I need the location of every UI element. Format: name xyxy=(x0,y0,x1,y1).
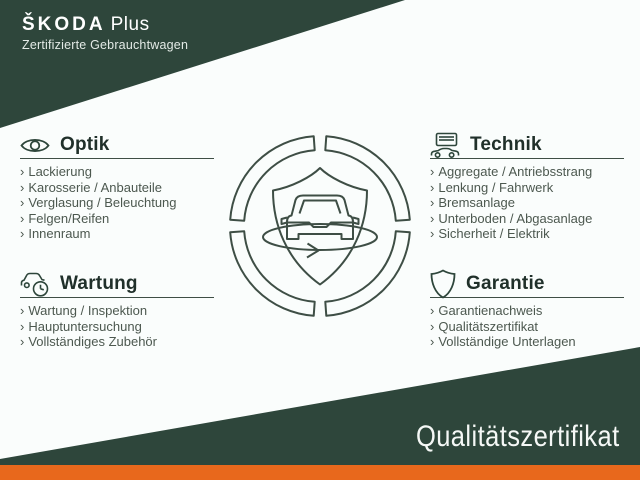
brand-wordmark: ŠKODA xyxy=(22,14,106,35)
list-item xyxy=(20,195,214,211)
list-item xyxy=(430,211,624,227)
section-garantie-title: Garantie xyxy=(466,273,545,294)
list-item xyxy=(20,180,214,196)
item-chevron: › xyxy=(430,164,435,179)
item-label: Aggregate / Antriebsstrang xyxy=(438,164,593,179)
item-chevron: › xyxy=(430,226,435,242)
section-garantie xyxy=(430,274,624,350)
item-chevron: › xyxy=(20,195,25,211)
car-clock-icon xyxy=(20,270,50,298)
eye-icon xyxy=(20,135,50,156)
item-chevron: › xyxy=(430,179,435,195)
brand-subtitle: Zertifizierte Gebrauchtwagen xyxy=(22,38,189,52)
item-label: Felgen/Reifen xyxy=(28,210,110,226)
item-label: Innenraum xyxy=(28,226,91,242)
section-technik-items xyxy=(430,164,624,242)
list-item xyxy=(430,195,624,211)
list-item xyxy=(20,211,214,227)
footer-title: Qualitätszertifikat xyxy=(416,420,620,453)
item-label: Qualitätszertifikat xyxy=(438,318,539,334)
section-garantie-items xyxy=(430,303,624,350)
item-chevron: › xyxy=(20,164,25,179)
section-technik-title: Technik xyxy=(470,134,542,155)
section-technik xyxy=(430,135,624,242)
item-label: Unterboden / Abgasanlage xyxy=(438,210,593,226)
section-divider xyxy=(430,297,624,298)
list-item xyxy=(430,334,624,350)
list-item xyxy=(20,319,214,335)
item-label: Lenkung / Fahrwerk xyxy=(438,179,554,195)
item-label: Lackierung xyxy=(28,164,92,179)
item-chevron: › xyxy=(20,334,25,350)
car-shield-inspection-emblem xyxy=(225,131,415,321)
item-label: Karosserie / Anbauteile xyxy=(28,179,163,195)
item-label: Verglasung / Beleuchtung xyxy=(28,195,177,211)
item-chevron: › xyxy=(20,179,25,195)
item-label: Garantienachweis xyxy=(438,303,543,318)
list-item xyxy=(20,334,214,350)
section-optik-header xyxy=(20,135,214,155)
item-chevron: › xyxy=(20,318,25,334)
item-label: Hauptuntersuchung xyxy=(28,318,142,334)
item-label: Vollständiges Zubehör xyxy=(28,334,157,350)
section-wartung-items xyxy=(20,303,214,350)
item-chevron: › xyxy=(430,318,435,334)
item-label: Bremsanlage xyxy=(438,195,515,211)
list-item xyxy=(430,226,624,242)
item-chevron: › xyxy=(20,226,25,242)
item-chevron: › xyxy=(20,210,25,226)
list-item xyxy=(20,164,214,180)
brand-suffix: Plus xyxy=(110,14,150,35)
section-optik-title: Optik xyxy=(60,134,110,155)
list-item xyxy=(430,164,624,180)
item-label: Wartung / Inspektion xyxy=(28,303,148,318)
item-chevron: › xyxy=(20,303,25,318)
section-technik-header xyxy=(430,135,624,155)
list-item xyxy=(430,180,624,196)
section-optik xyxy=(20,135,214,242)
skoda-plus-logo xyxy=(22,14,188,52)
shield-icon xyxy=(430,269,456,299)
section-wartung-header xyxy=(20,274,214,294)
item-chevron: › xyxy=(430,210,435,226)
section-optik-items xyxy=(20,164,214,242)
section-garantie-header xyxy=(430,274,624,294)
section-divider xyxy=(20,158,214,159)
list-item xyxy=(20,303,214,319)
item-chevron: › xyxy=(430,303,435,318)
section-wartung-title: Wartung xyxy=(60,273,138,294)
item-chevron: › xyxy=(430,334,435,350)
list-item xyxy=(430,303,624,319)
car-lift-icon xyxy=(430,132,460,159)
item-chevron: › xyxy=(430,195,435,211)
list-item xyxy=(20,226,214,242)
list-item xyxy=(430,319,624,335)
section-wartung xyxy=(20,274,214,350)
item-label: Sicherheit / Elektrik xyxy=(438,226,550,242)
item-label: Vollständige Unterlagen xyxy=(438,334,576,350)
car-front-outline xyxy=(282,196,359,240)
orange-accent-bar xyxy=(0,465,640,480)
